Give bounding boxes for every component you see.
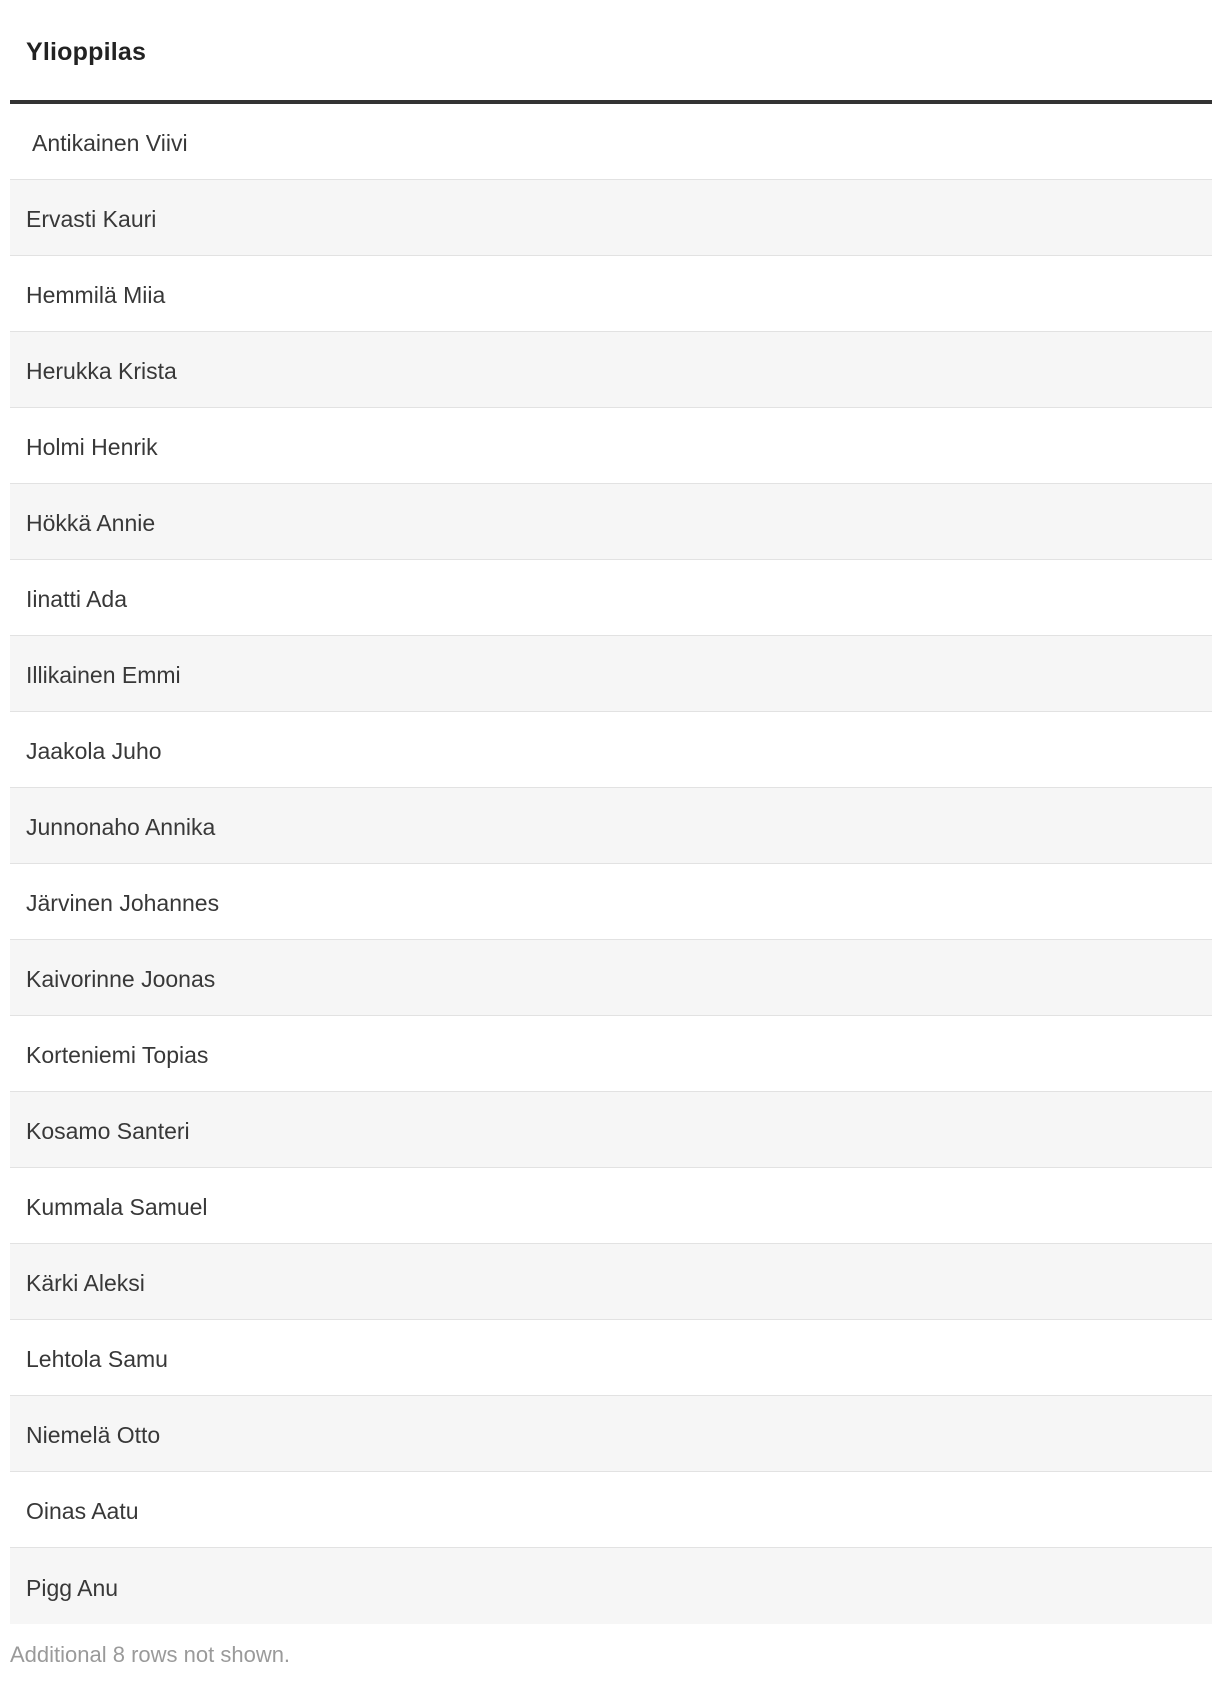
table-body <box>10 104 1212 1624</box>
table-row <box>10 332 1212 408</box>
student-name: Pigg Anu <box>26 1574 119 1601</box>
column-header-ylioppilas: Ylioppilas <box>26 37 147 66</box>
table-row <box>10 1244 1212 1320</box>
table-row <box>10 408 1212 484</box>
student-name: Oinas Aatu <box>26 1498 139 1524</box>
student-name: Herukka Krista <box>26 358 177 384</box>
student-name: Antikainen Viivi <box>32 130 188 156</box>
student-name: Niemelä Otto <box>26 1422 161 1448</box>
rows-not-shown-note: Additional 8 rows not shown. <box>10 1642 291 1667</box>
table-row <box>10 864 1212 940</box>
table-row <box>10 484 1212 560</box>
student-name: Hemmilä Miia <box>26 282 166 308</box>
table-row <box>10 1396 1212 1472</box>
student-name: Kärki Aleksi <box>26 1270 145 1296</box>
student-name: Hökkä Annie <box>26 510 156 536</box>
student-name: Junnonaho Annika <box>26 814 216 840</box>
student-name: Järvinen Johannes <box>26 890 220 916</box>
student-table <box>10 0 1212 1624</box>
table-row <box>10 788 1212 864</box>
student-name: Jaakola Juho <box>26 738 162 764</box>
table-row <box>10 636 1212 712</box>
student-name: Kosamo Santeri <box>26 1118 190 1144</box>
student-name: Kaivorinne Joonas <box>26 966 216 992</box>
table-row <box>10 1092 1212 1168</box>
table-header <box>10 0 1212 104</box>
table-row <box>10 104 1212 180</box>
student-name: Iinatti Ada <box>26 586 128 612</box>
table-row <box>10 1320 1212 1396</box>
student-name: Ervasti Kauri <box>26 206 157 232</box>
table-row <box>10 940 1212 1016</box>
table-row <box>10 1548 1212 1624</box>
table-row <box>10 560 1212 636</box>
table-row <box>10 180 1212 256</box>
student-name: Kummala Samuel <box>26 1194 208 1220</box>
table-row <box>10 1016 1212 1092</box>
student-name: Lehtola Samu <box>26 1346 168 1372</box>
student-name: Illikainen Emmi <box>26 662 181 688</box>
student-name: Korteniemi Topias <box>26 1042 209 1068</box>
table-row <box>10 1168 1212 1244</box>
table-row <box>10 1472 1212 1548</box>
table-row <box>10 712 1212 788</box>
student-name: Holmi Henrik <box>26 434 158 460</box>
table-row <box>10 256 1212 332</box>
